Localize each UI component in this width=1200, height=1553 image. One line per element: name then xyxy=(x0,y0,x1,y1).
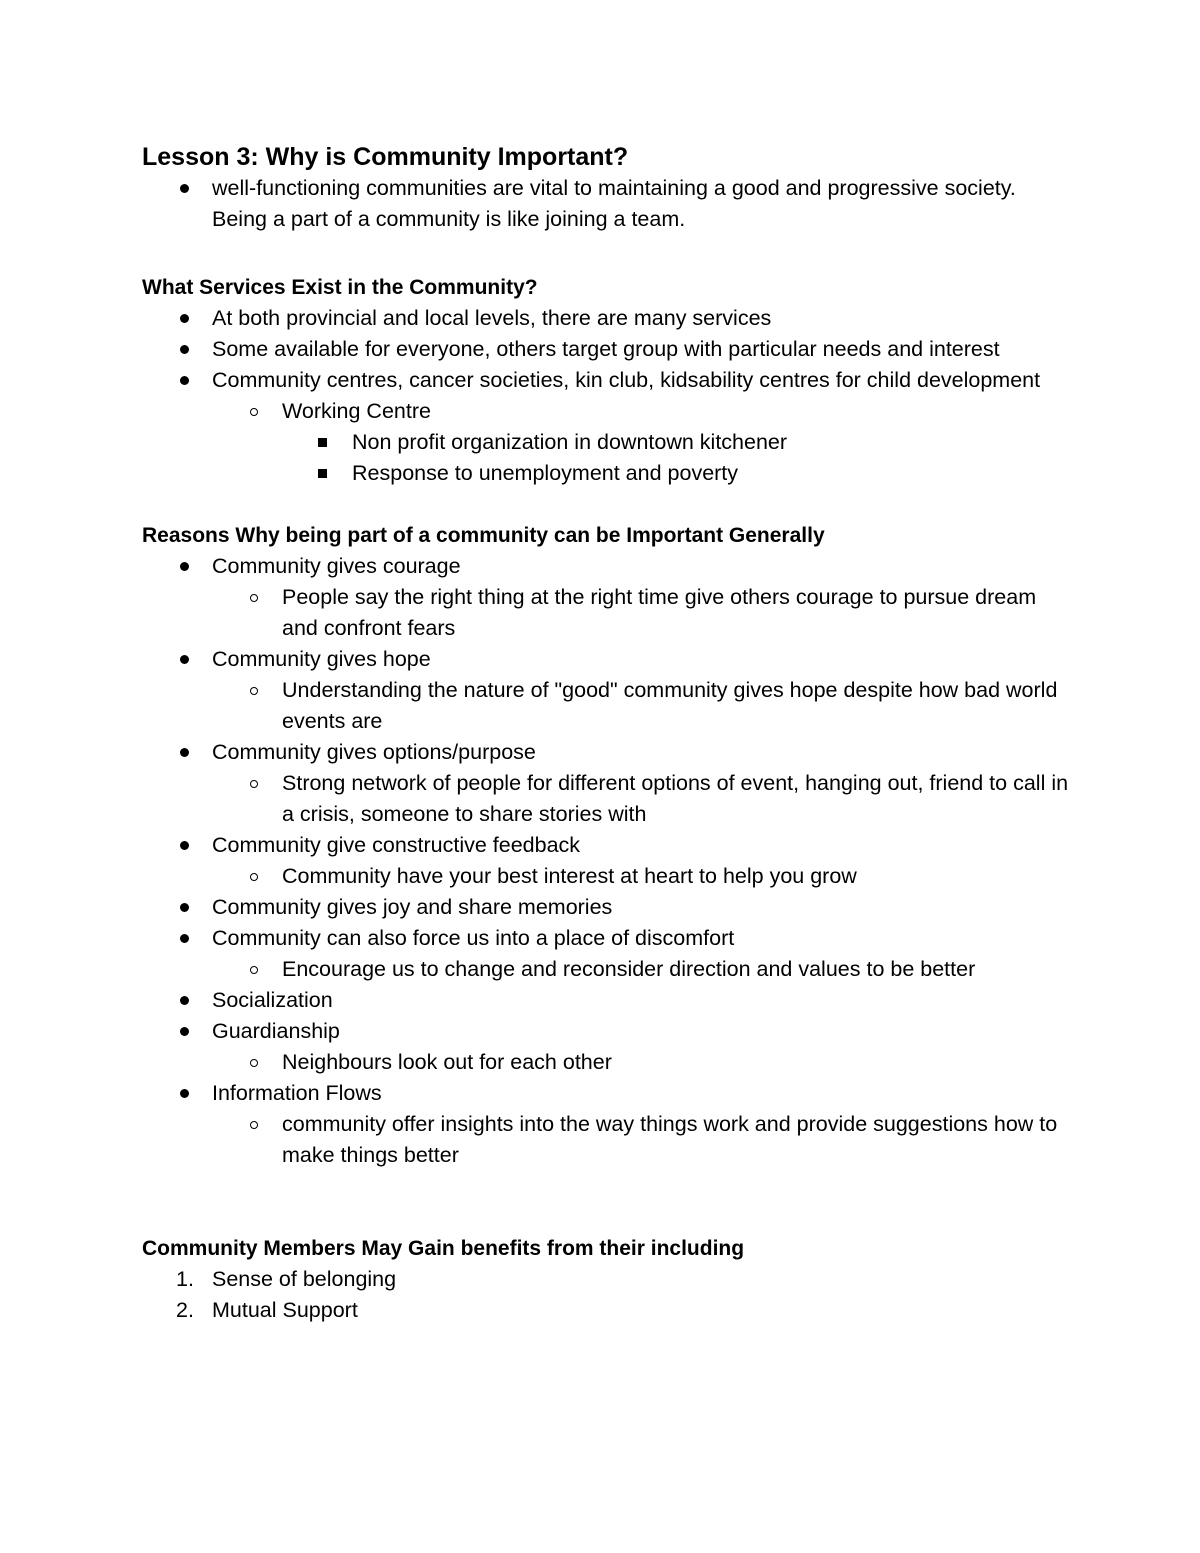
list-sub-item xyxy=(142,1047,1072,1078)
reasons-list xyxy=(142,551,1072,1171)
list-item-text: Community can also force us into a place of discomfort xyxy=(212,926,735,950)
list-item-text: Non profit organization in downtown kitchener xyxy=(352,430,788,454)
item-number: 2. xyxy=(176,1298,194,1322)
bullet-circle-icon xyxy=(250,582,258,613)
bullet-disc-icon xyxy=(180,923,189,954)
list-item-text: community offer insights into the way things work and provide suggestions how to make things better xyxy=(282,1112,1058,1167)
bullet-disc-icon xyxy=(180,644,189,675)
list-sub-item xyxy=(142,861,1072,892)
bullet-square-icon xyxy=(318,427,327,458)
bullet-disc-icon xyxy=(180,737,189,768)
list-sub-item xyxy=(142,768,1072,830)
list-item xyxy=(142,644,1072,675)
bullet-disc-icon xyxy=(180,892,189,923)
bullet-circle-icon xyxy=(250,1047,258,1078)
section-heading-reasons: Reasons Why being part of a community can be Important Generally xyxy=(142,524,825,547)
list-item xyxy=(142,551,1072,582)
intro-list xyxy=(142,173,1072,235)
list-item-text: Guardianship xyxy=(212,1019,340,1043)
list-item-text: At both provincial and local levels, there are many services xyxy=(212,306,772,330)
list-item xyxy=(142,173,1072,235)
list-item xyxy=(142,737,1072,768)
document-page xyxy=(142,142,1072,1326)
list-item-text: Community have your best interest at heart to help you grow xyxy=(282,864,857,888)
bullet-disc-icon xyxy=(180,334,189,365)
item-number: 1. xyxy=(176,1267,194,1291)
list-item-text: well-functioning communities are vital to maintaining a good and progressive society. Being a part of a community is like joining a team. xyxy=(212,176,1016,231)
bullet-circle-icon xyxy=(250,861,258,892)
bullet-circle-icon xyxy=(250,768,258,799)
numbered-item xyxy=(142,1295,1072,1326)
bullet-circle-icon xyxy=(250,675,258,706)
bullet-circle-icon xyxy=(250,1109,258,1140)
services-list xyxy=(142,303,1072,489)
list-item xyxy=(142,923,1072,954)
list-item-text: Neighbours look out for each other xyxy=(282,1050,612,1074)
benefits-list xyxy=(142,1264,1072,1326)
list-item-text: Response to unemployment and poverty xyxy=(352,461,739,485)
list-item-text: Encourage us to change and reconsider direction and values to be better xyxy=(282,957,976,981)
list-item-text: Community gives joy and share memories xyxy=(212,895,613,919)
bullet-disc-icon xyxy=(180,365,189,396)
list-item xyxy=(142,303,1072,334)
list-item-text: Sense of belonging xyxy=(212,1267,397,1291)
list-item xyxy=(142,365,1072,396)
bullet-circle-icon xyxy=(250,954,258,985)
list-item-text: Strong network of people for different options of event, hanging out, friend to call in a crisis, someone to share stories with xyxy=(282,771,1069,826)
list-sub-item xyxy=(142,1109,1072,1171)
list-item xyxy=(142,1078,1072,1109)
list-item-text: Working Centre xyxy=(282,399,431,423)
list-sub-item xyxy=(142,675,1072,737)
bullet-disc-icon xyxy=(180,985,189,1016)
list-item-text: Community gives hope xyxy=(212,647,431,671)
bullet-disc-icon xyxy=(180,173,189,204)
list-sub-sub-item xyxy=(142,458,1072,489)
page-title: Lesson 3: Why is Community Important? xyxy=(142,143,629,171)
section-heading-services: What Services Exist in the Community? xyxy=(142,276,538,299)
list-item xyxy=(142,830,1072,861)
bullet-disc-icon xyxy=(180,1016,189,1047)
list-sub-item xyxy=(142,954,1072,985)
bullet-disc-icon xyxy=(180,303,189,334)
list-item-text: Socialization xyxy=(212,988,333,1012)
list-item xyxy=(142,334,1072,365)
bullet-square-icon xyxy=(318,458,327,489)
bullet-disc-icon xyxy=(180,551,189,582)
list-item-text: Understanding the nature of "good" community gives hope despite how bad world events are xyxy=(282,678,1058,733)
list-item-text: People say the right thing at the right time give others courage to pursue dream and confront fears xyxy=(282,585,1037,640)
list-item-text: Community give constructive feedback xyxy=(212,833,581,857)
list-sub-sub-item xyxy=(142,427,1072,458)
bullet-disc-icon xyxy=(180,1078,189,1109)
list-item xyxy=(142,892,1072,923)
list-item-text: Community gives options/purpose xyxy=(212,740,536,764)
list-item-text: Community gives courage xyxy=(212,554,461,578)
section-heading-benefits: Community Members May Gain benefits from their including xyxy=(142,1237,745,1260)
list-item-text: Some available for everyone, others target group with particular needs and interest xyxy=(212,337,1000,361)
list-item-text: Mutual Support xyxy=(212,1298,358,1322)
list-sub-item xyxy=(142,396,1072,427)
bullet-disc-icon xyxy=(180,830,189,861)
bullet-circle-icon xyxy=(250,396,258,427)
list-item-text: Information Flows xyxy=(212,1081,382,1105)
list-item xyxy=(142,985,1072,1016)
list-sub-item xyxy=(142,582,1072,644)
list-item xyxy=(142,1016,1072,1047)
numbered-item xyxy=(142,1264,1072,1295)
list-item-text: Community centres, cancer societies, kin club, kidsability centres for child development xyxy=(212,368,1041,392)
